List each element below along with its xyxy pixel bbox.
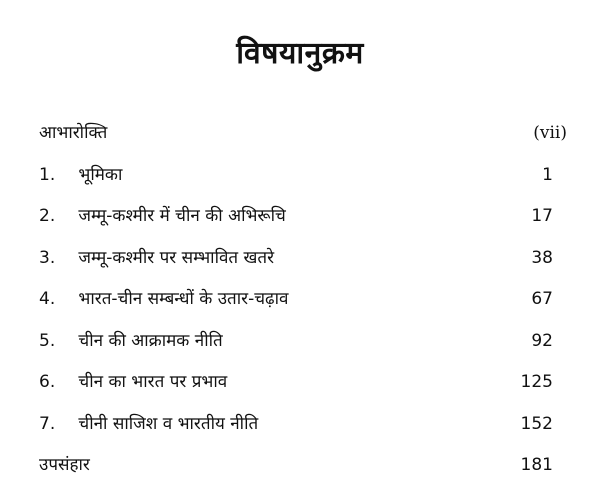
toc-entry-page: 38 (531, 247, 553, 268)
toc-entry-number: 1. (39, 164, 56, 185)
toc-entry-page: 92 (531, 330, 553, 351)
toc-entry-label: चीनी साजिश व भारतीय नीति (78, 413, 259, 434)
toc-entry-chapter-3[interactable] (39, 243, 553, 285)
toc-entry-page: 1 (542, 164, 553, 185)
toc-entry-label: जम्मू-कश्मीर में चीन की अभिरूचि (78, 206, 286, 226)
toc-entry-label: जम्मू-कश्मीर पर सम्भावित खतरे (78, 247, 275, 268)
toc-entry-number: 2. (39, 206, 56, 226)
toc-entry-number: 4. (39, 289, 56, 309)
toc-entry-label: भारत-चीन सम्बन्धों के उतार-चढ़ाव (78, 289, 289, 309)
toc-entry-chapter-4[interactable] (39, 284, 553, 326)
toc-entry-number: 5. (39, 330, 56, 351)
toc-entry-label: चीन का भारत पर प्रभाव (78, 372, 228, 392)
toc-entry-page: 181 (520, 455, 553, 475)
table-of-contents (39, 118, 567, 492)
toc-entry-number: 7. (39, 413, 56, 434)
toc-entry-page: 125 (520, 372, 553, 392)
toc-entry-label: आभारोक्ति (39, 123, 108, 143)
page-title: विषयानुक्रम (236, 36, 364, 71)
toc-entry-label: उपसंहार (39, 455, 90, 475)
toc-entry-number: 3. (39, 247, 56, 268)
toc-entry-chapter-2[interactable] (39, 201, 553, 243)
toc-entry-number: 6. (39, 372, 56, 392)
toc-entry-label: चीन की आक्रामक नीति (78, 330, 223, 351)
toc-entry-page: 67 (531, 289, 553, 309)
toc-entry-page: (vii) (533, 123, 567, 143)
toc-entry-page: 17 (531, 206, 553, 226)
toc-entry-page: 152 (520, 413, 553, 434)
toc-entry-chapter-6[interactable] (39, 367, 553, 409)
toc-entry-chapter-7[interactable] (39, 409, 553, 451)
toc-entry-acknowledgement[interactable] (39, 118, 567, 160)
toc-entry-label: भूमिका (78, 164, 123, 185)
toc-entry-conclusion[interactable] (39, 450, 553, 492)
toc-entry-chapter-1[interactable] (39, 160, 553, 202)
toc-entry-chapter-5[interactable] (39, 326, 553, 368)
